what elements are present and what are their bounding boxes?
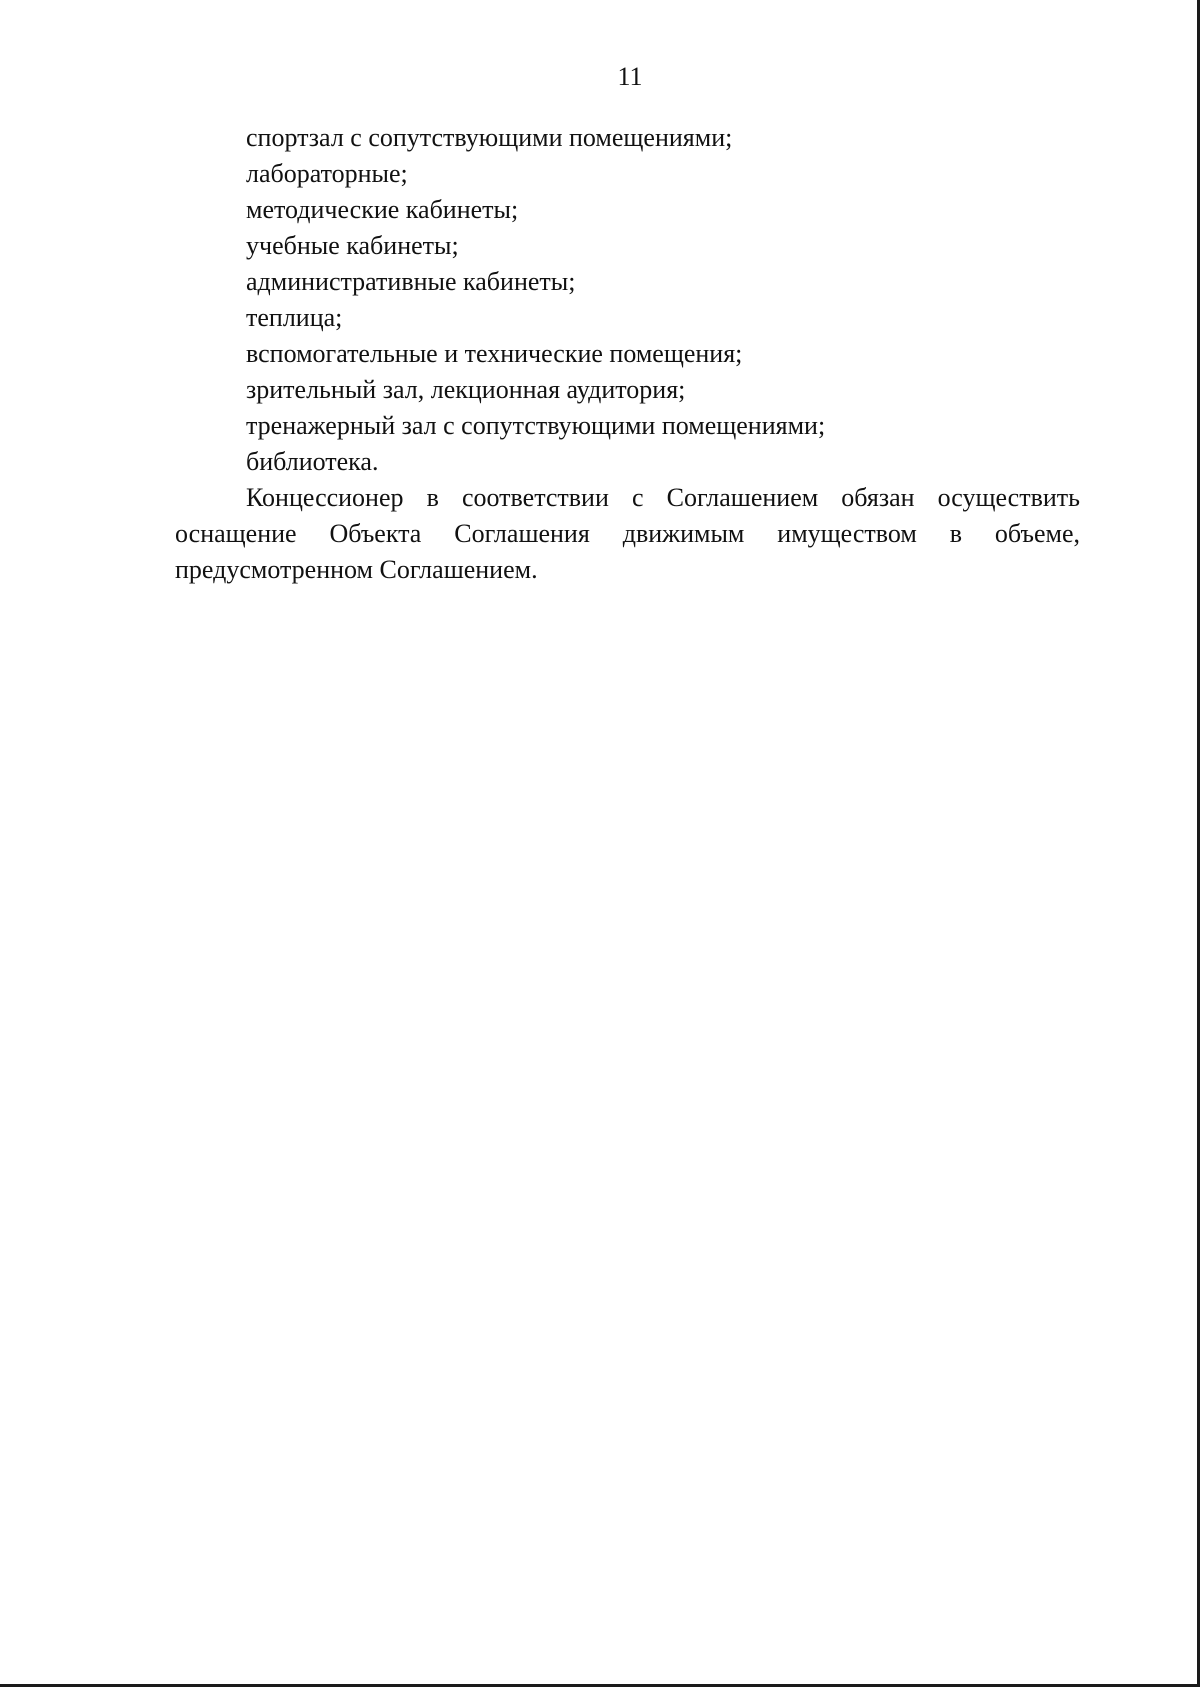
list-item: лабораторные;	[246, 159, 408, 188]
premises-list	[246, 120, 825, 480]
list-item: теплица;	[246, 303, 343, 332]
list-item: тренажерный зал с сопутствующими помещениями;	[246, 411, 826, 440]
list-item: вспомогательные и технические помещения;	[246, 339, 743, 368]
concessionaire-paragraph: Концессионер в соответствии с Соглашением обязан осуществить оснащение Объекта Соглашения движимым имуществом в объеме, предусмотренном Соглашением.	[175, 483, 1080, 584]
list-item: зрительный зал, лекционная аудитория;	[246, 375, 686, 404]
list-item: административные кабинеты;	[246, 267, 576, 296]
list-item: библиотека.	[246, 447, 379, 476]
list-item: спортзал с сопутствующими помещениями;	[246, 123, 733, 152]
page-number: 11	[617, 62, 643, 91]
list-item: методические кабинеты;	[246, 195, 519, 224]
list-item: учебные кабинеты;	[246, 231, 459, 260]
